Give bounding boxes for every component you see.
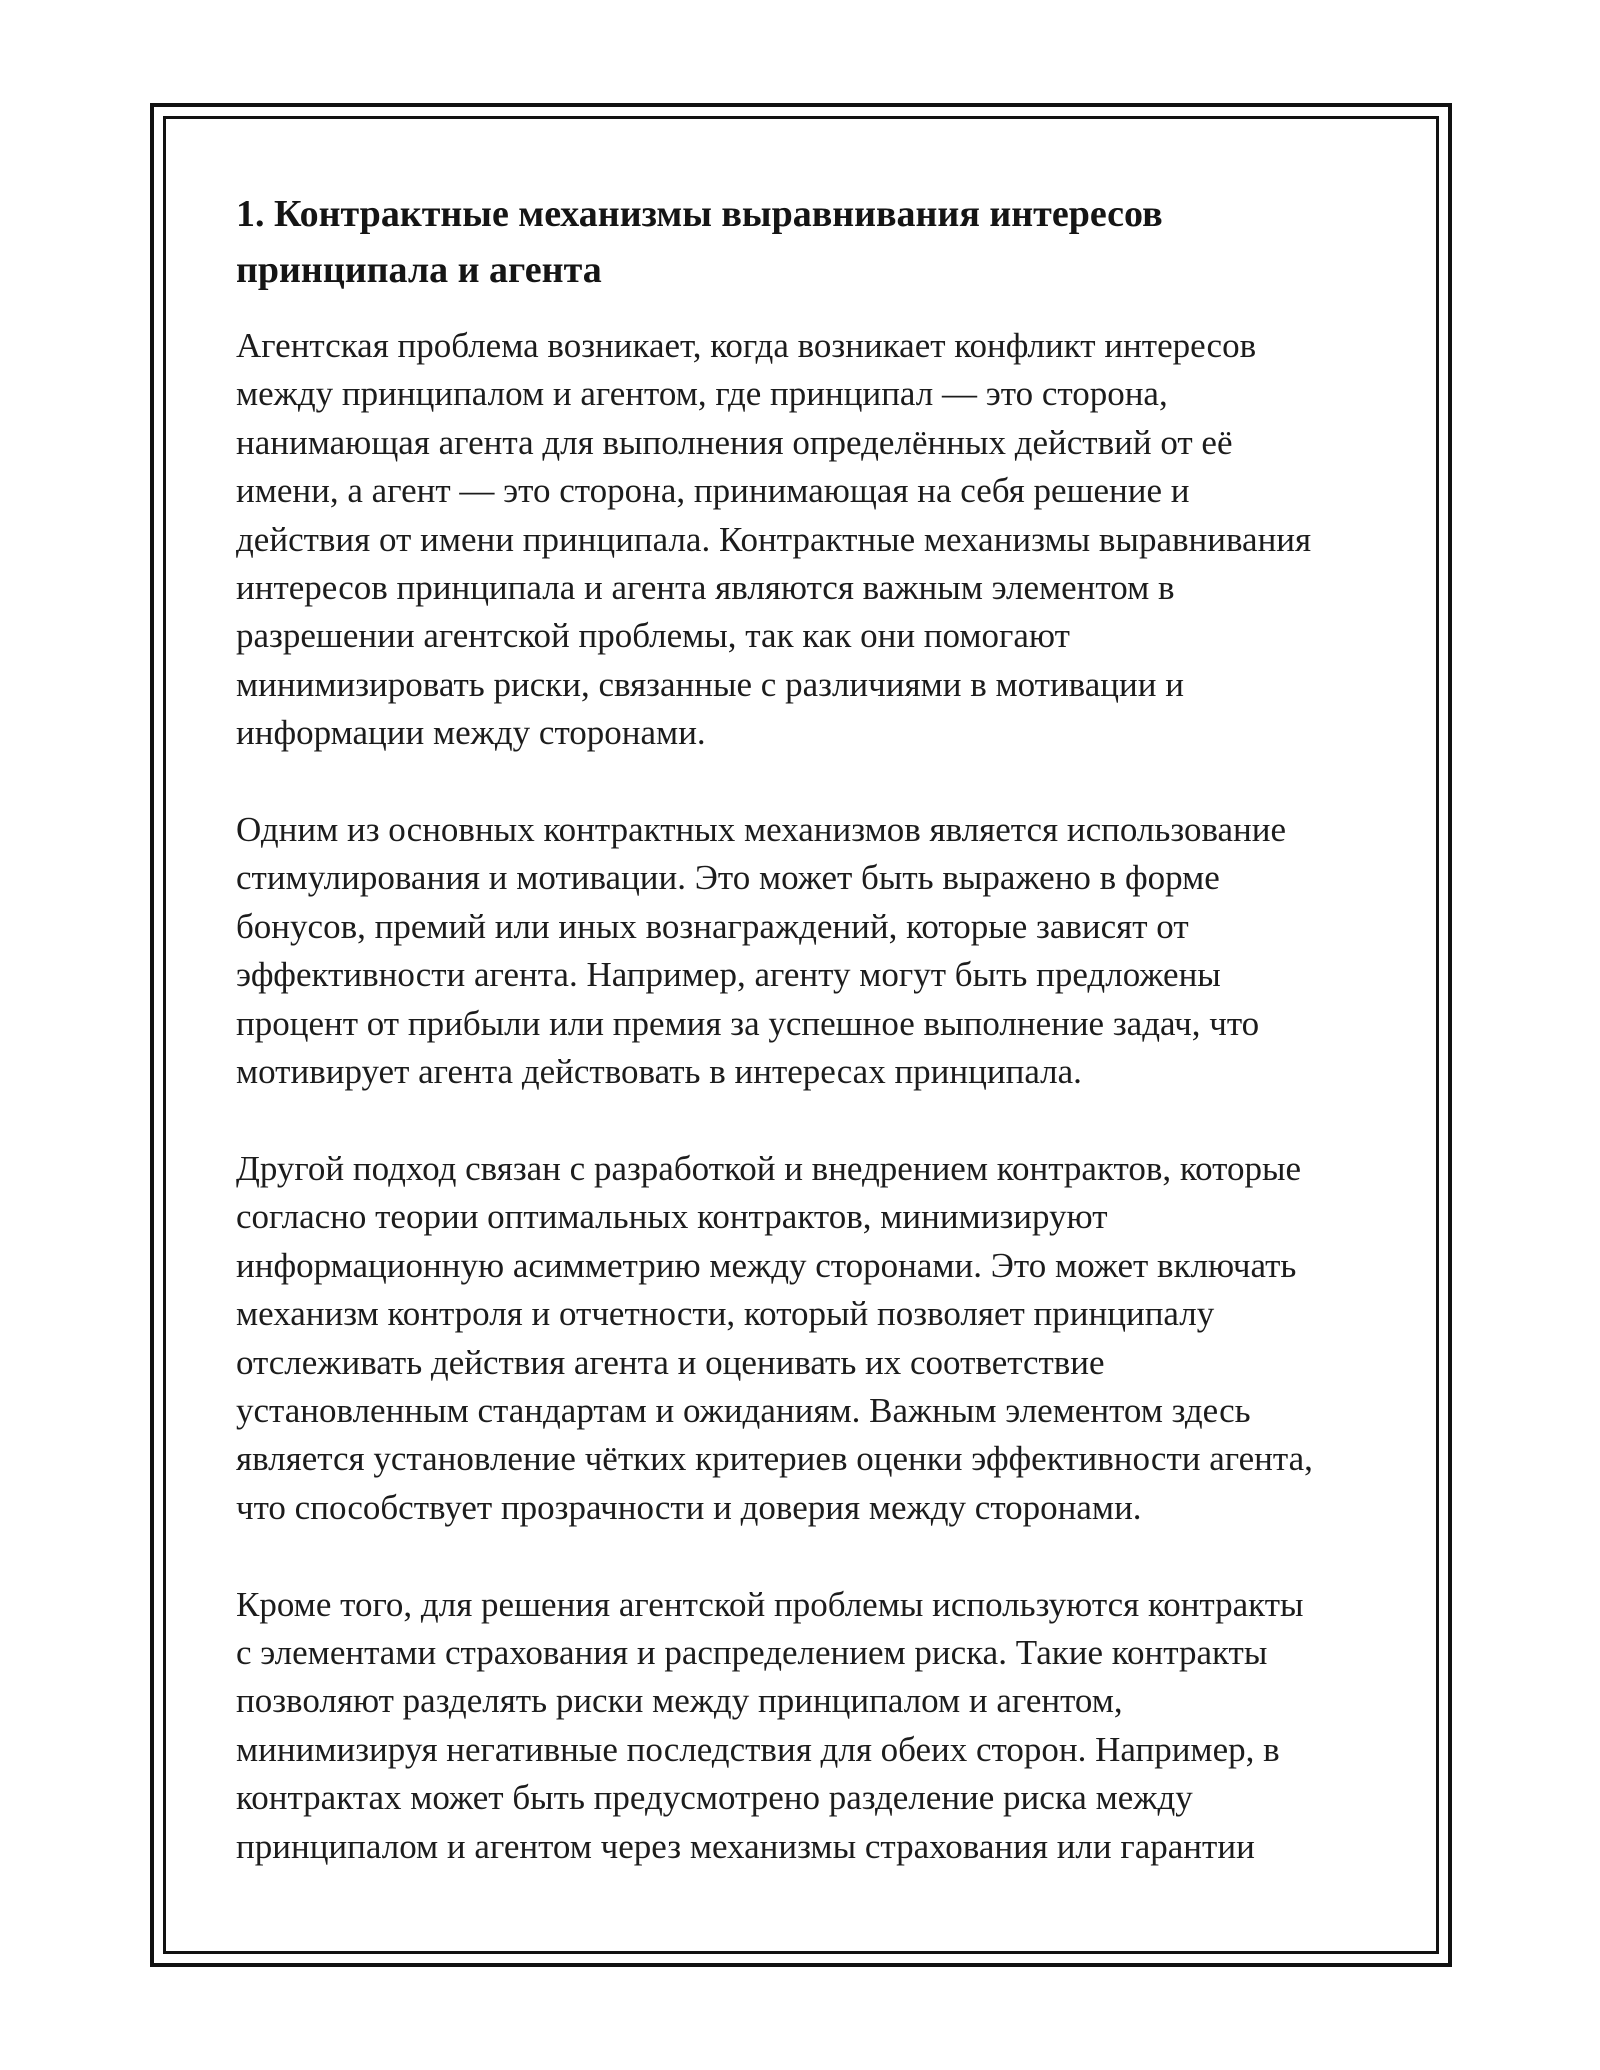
text-line: стимулирования и мотивации. Это может быть выражено в форме	[236, 858, 1220, 898]
paragraph-incentives	[236, 806, 1386, 1096]
paragraph-optimal-contracts	[236, 1145, 1386, 1532]
text-line: принципалом и агентом через механизмы страхования или гарантии	[236, 1826, 1255, 1866]
text-line: информационную асимметрию между сторонами. Это может включать	[236, 1245, 1297, 1285]
text-line: Кроме того, для решения агентской проблемы используются контракты	[236, 1584, 1304, 1624]
section-heading	[236, 186, 1386, 298]
text-line: что способствует прозрачности и доверия между сторонами.	[236, 1487, 1142, 1527]
text-line: действия от имени принципала. Контрактные механизмы выравнивания	[236, 519, 1312, 559]
text-line: разрешении агентской проблемы, так как они помогают	[236, 616, 1070, 656]
text-line: информации между сторонами.	[236, 713, 706, 753]
text-line: минимизируя негативные последствия для обеих сторон. Например, в	[236, 1729, 1280, 1769]
text-line: механизм контроля и отчетности, который позволяет принципалу	[236, 1294, 1215, 1334]
text-line: Одним из основных контрактных механизмов является использование	[236, 810, 1287, 850]
text-line: процент от прибыли или премия за успешное выполнение задач, что	[236, 1003, 1260, 1043]
text-line: бонусов, премий или иных вознаграждений, которые зависят от	[236, 906, 1189, 946]
text-line: позволяют разделять риски между принципалом и агентом,	[236, 1681, 1123, 1721]
text-line: минимизировать риски, связанные с различиями в мотивации и	[236, 664, 1184, 704]
text-line: с элементами страхования и распределением риска. Такие контракты	[236, 1632, 1268, 1672]
text-line: имени, а агент — это сторона, принимающая на себя решение и	[236, 471, 1190, 511]
text-line: отслеживать действия агента и оценивать их соответствие	[236, 1342, 1105, 1382]
text-line: контрактах может быть предусмотрено разделение риска между	[236, 1778, 1193, 1818]
text-line: согласно теории оптимальных контрактов, минимизируют	[236, 1197, 1108, 1237]
text-line: нанимающая агента для выполнения определённых действий от её	[236, 422, 1233, 462]
text-line: эффективности агента. Например, агенту могут быть предложены	[236, 955, 1221, 995]
paragraph-agency-problem	[236, 322, 1386, 758]
document-body	[236, 186, 1386, 1871]
text-line: Агентская проблема возникает, когда возникает конфликт интересов	[236, 326, 1257, 365]
text-line: является установление чётких критериев оценки эффективности агента,	[236, 1439, 1313, 1479]
heading-line: принципала и агента	[236, 249, 602, 291]
text-line: установленным стандартам и ожиданиям. Важным элементом здесь	[236, 1390, 1251, 1430]
text-line: между принципалом и агентом, где принципал — это сторона,	[236, 374, 1168, 414]
text-line: Другой подход связан с разработкой и внедрением контрактов, которые	[236, 1148, 1302, 1188]
heading-line: 1. Контрактные механизмы выравнивания интересов	[236, 193, 1163, 235]
paragraph-risk-sharing	[236, 1581, 1386, 1871]
text-line: интересов принципала и агента являются важным элементом в	[236, 568, 1175, 608]
text-line: мотивирует агента действовать в интересах принципала.	[236, 1052, 1082, 1092]
